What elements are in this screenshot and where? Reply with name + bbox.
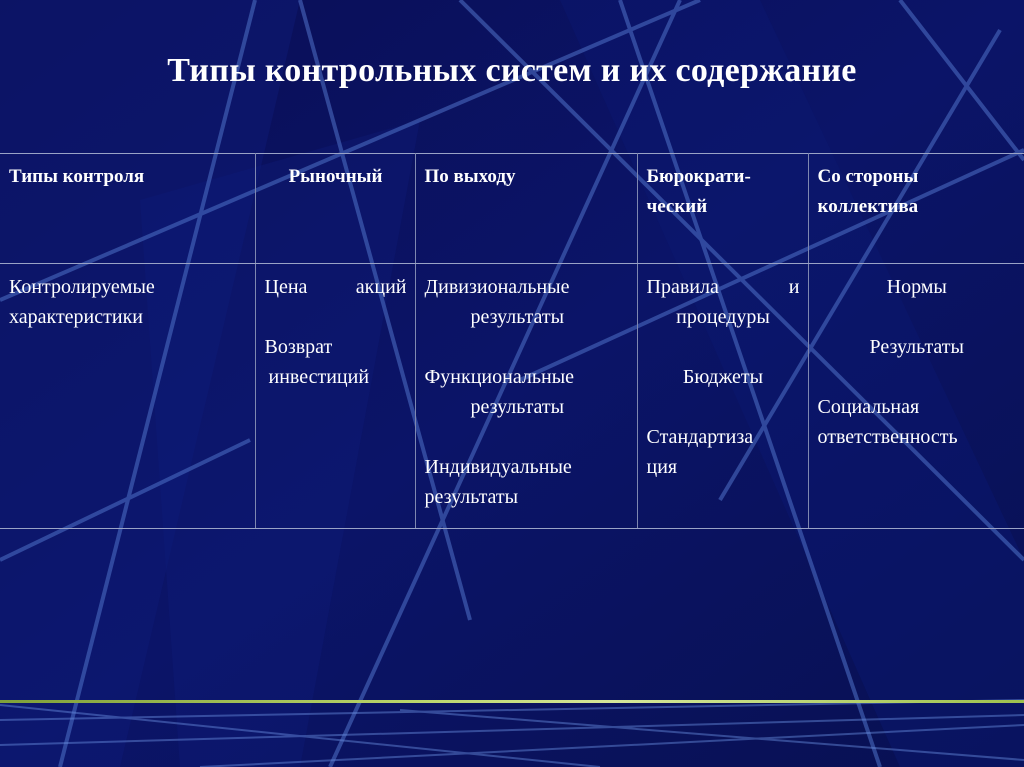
output-item-divisional-results: результаты bbox=[470, 306, 565, 328]
bureaucratic-item-budgets: Бюджеты bbox=[682, 366, 764, 388]
market-item-return: Возврат bbox=[264, 336, 333, 358]
output-item-individual-results: результаты bbox=[424, 486, 519, 508]
table-row bbox=[0, 264, 1024, 529]
bureaucratic-rules-word: Правила bbox=[646, 276, 719, 298]
market-item-price bbox=[265, 272, 407, 302]
bureaucratic-item-standardization-end: ция bbox=[646, 456, 678, 478]
header-types-label: Типы контроля bbox=[9, 166, 145, 187]
collective-item-norms: Нормы bbox=[886, 276, 947, 298]
header-collective-line2: коллектива bbox=[817, 196, 919, 217]
header-cell-collective bbox=[808, 154, 1024, 264]
header-bureaucratic-line1: Бюрократи- bbox=[646, 166, 751, 187]
market-cell bbox=[255, 264, 415, 529]
output-item-functional-results: результаты bbox=[470, 396, 565, 418]
bureaucratic-cell bbox=[637, 264, 808, 529]
output-item-divisional: Дивизиональные bbox=[424, 276, 570, 298]
header-market-label: Рыночный bbox=[288, 166, 383, 187]
slide-title: Типы контрольных систем и их содержание bbox=[167, 52, 857, 89]
market-item-investments: инвестиций bbox=[268, 366, 370, 388]
header-cell-output bbox=[415, 154, 637, 264]
control-types-table bbox=[0, 153, 1024, 529]
collective-item-results: Результаты bbox=[869, 336, 964, 358]
collective-item-responsibility: ответственность bbox=[817, 426, 958, 448]
header-cell-market bbox=[255, 154, 415, 264]
header-bureaucratic-line2: ческий bbox=[646, 196, 708, 217]
header-output-label: По выходу bbox=[424, 166, 516, 187]
footer-accent-line bbox=[0, 700, 1024, 703]
collective-item-social: Социальная bbox=[817, 396, 920, 418]
row-label-line2: характеристики bbox=[9, 306, 144, 328]
header-collective-line1: Со стороны bbox=[817, 166, 919, 187]
bureaucratic-item-rules bbox=[647, 272, 800, 302]
market-price-word: Цена bbox=[264, 276, 308, 298]
collective-cell bbox=[808, 264, 1024, 529]
output-cell bbox=[415, 264, 637, 529]
output-item-individual: Индивидуальные bbox=[424, 456, 572, 478]
header-cell-types bbox=[0, 154, 255, 264]
output-item-functional: Функциональные bbox=[424, 366, 575, 388]
market-shares-word: акций bbox=[355, 276, 407, 298]
bureaucratic-item-procedures: процедуры bbox=[676, 306, 770, 328]
row-label-line1: Контролируемые bbox=[9, 276, 155, 298]
bureaucratic-and-word: и bbox=[788, 276, 800, 298]
table-header-row bbox=[0, 154, 1024, 264]
row-label-cell bbox=[0, 264, 255, 529]
bureaucratic-item-standardization: Стандартиза bbox=[646, 426, 754, 448]
header-cell-bureaucratic bbox=[637, 154, 808, 264]
